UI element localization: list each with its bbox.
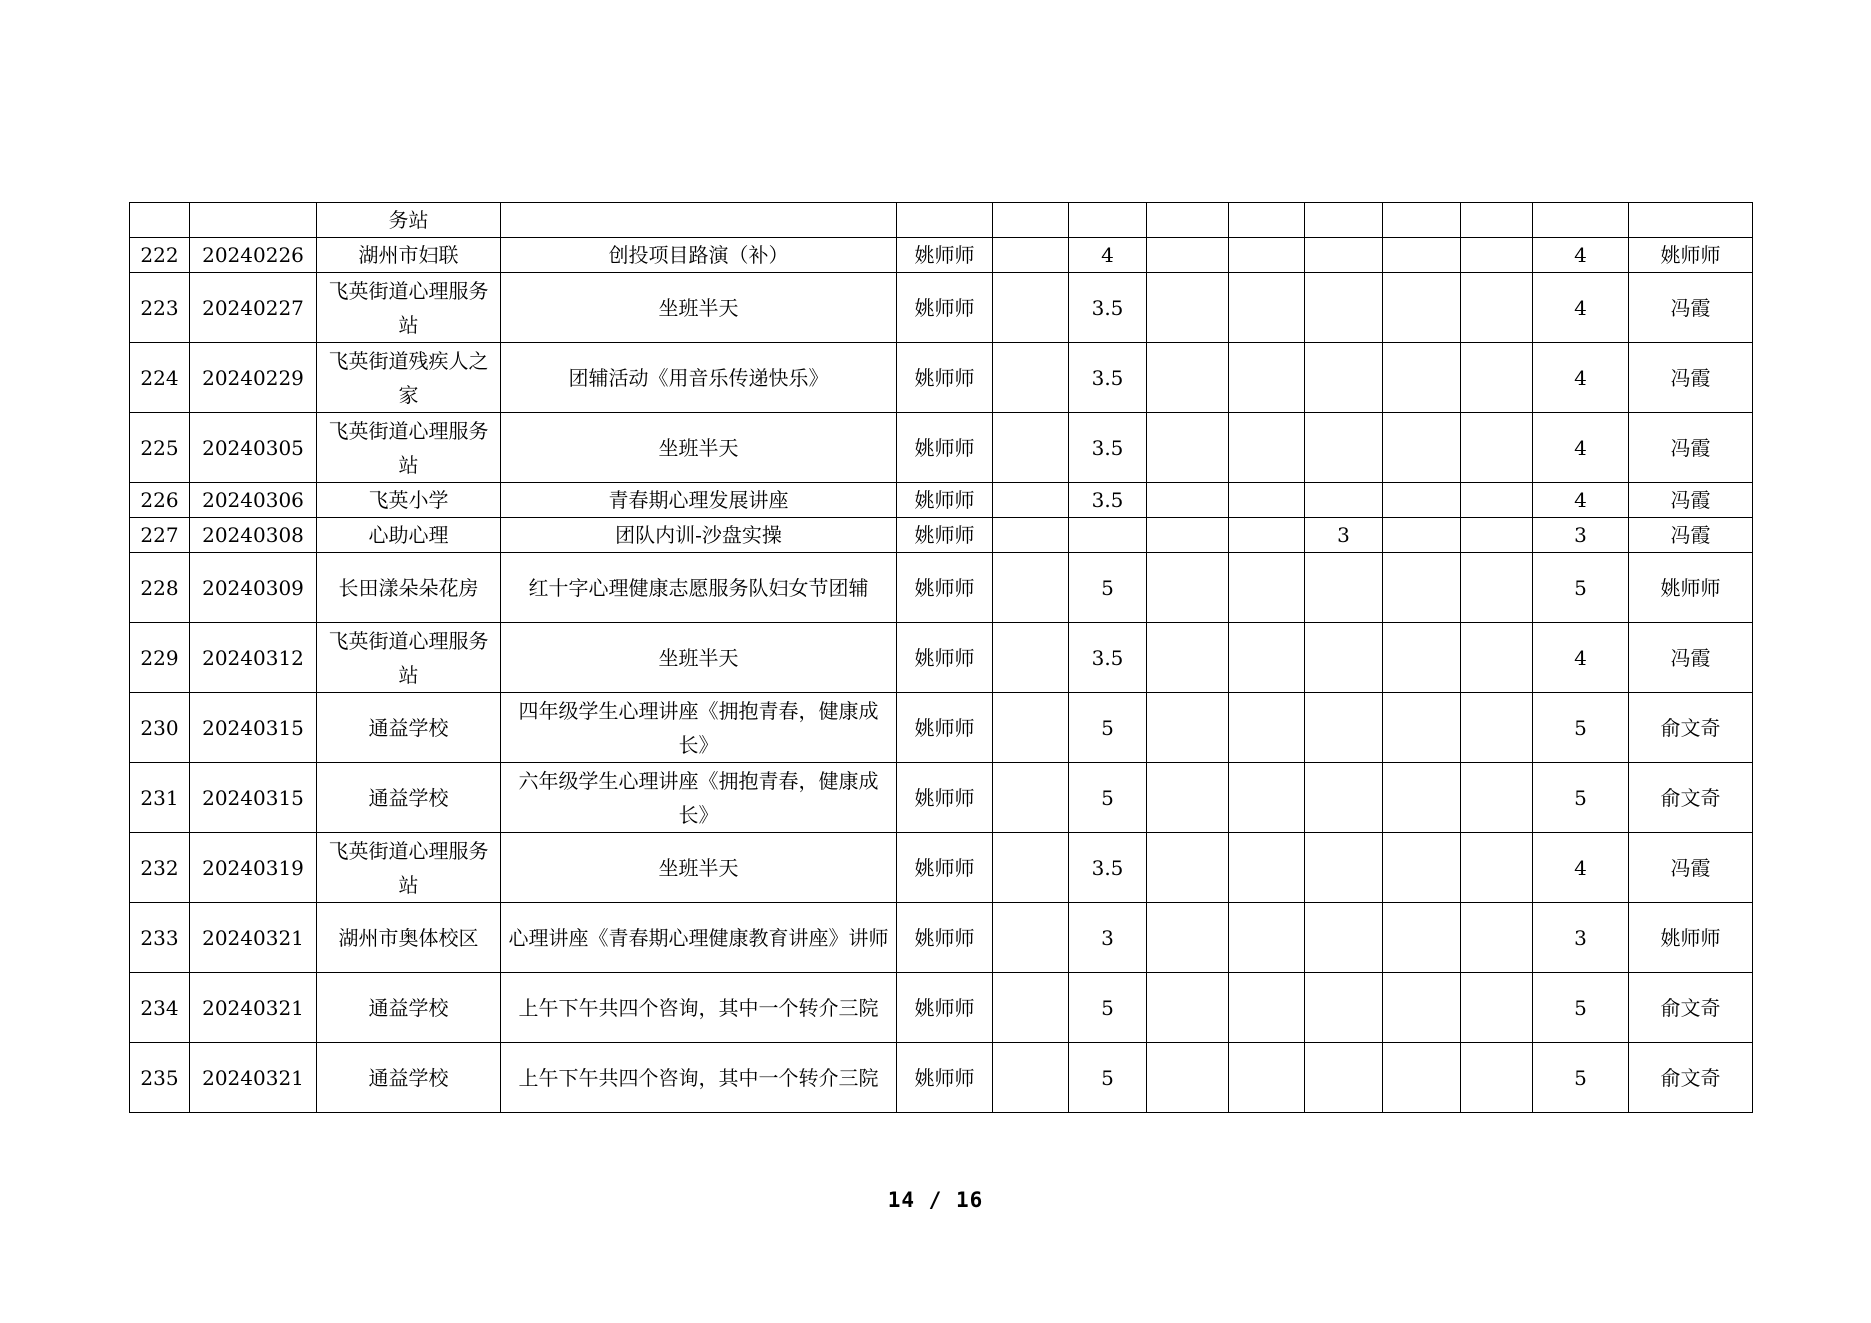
cell-col6 bbox=[993, 1043, 1069, 1113]
cell-col7: 3.5 bbox=[1069, 483, 1147, 518]
table-body bbox=[130, 203, 1753, 1113]
cell-date: 20240319 bbox=[190, 833, 317, 903]
table-row bbox=[130, 763, 1753, 833]
cell-date: 20240227 bbox=[190, 273, 317, 343]
cell-date: 20240315 bbox=[190, 763, 317, 833]
cell-col11 bbox=[1383, 273, 1461, 343]
cell-col11 bbox=[1383, 343, 1461, 413]
cell-activity: 坐班半天 bbox=[501, 273, 897, 343]
cell-col9 bbox=[1229, 973, 1305, 1043]
table-row bbox=[130, 903, 1753, 973]
cell-col14: 姚师师 bbox=[1629, 238, 1753, 273]
cell-number: 234 bbox=[130, 973, 190, 1043]
cell-col9 bbox=[1229, 273, 1305, 343]
cell-col14: 俞文奇 bbox=[1629, 693, 1753, 763]
cell-date: 20240321 bbox=[190, 973, 317, 1043]
cell-person: 姚师师 bbox=[897, 553, 993, 623]
cell-col7: 5 bbox=[1069, 763, 1147, 833]
cell-number: 224 bbox=[130, 343, 190, 413]
cell-col14: 冯霞 bbox=[1629, 518, 1753, 553]
cell-number: 228 bbox=[130, 553, 190, 623]
cell-person: 姚师师 bbox=[897, 413, 993, 483]
cell-col10: 3 bbox=[1305, 518, 1383, 553]
cell-place: 飞英街道心理服务站 bbox=[317, 833, 501, 903]
cell-col11 bbox=[1383, 518, 1461, 553]
cell-person: 姚师师 bbox=[897, 238, 993, 273]
cell-date: 20240308 bbox=[190, 518, 317, 553]
cell-place: 通益学校 bbox=[317, 693, 501, 763]
cell-activity: 坐班半天 bbox=[501, 623, 897, 693]
cell-col6 bbox=[993, 483, 1069, 518]
cell-col10 bbox=[1305, 973, 1383, 1043]
cell-col13: 5 bbox=[1533, 693, 1629, 763]
cell-col12 bbox=[1461, 623, 1533, 693]
cell-col10 bbox=[1305, 833, 1383, 903]
cell-col13: 4 bbox=[1533, 343, 1629, 413]
table-row bbox=[130, 693, 1753, 763]
cell-col11 bbox=[1383, 483, 1461, 518]
table-row bbox=[130, 413, 1753, 483]
cell-col10 bbox=[1305, 623, 1383, 693]
page-number: 14 / 16 bbox=[887, 1188, 984, 1212]
cell-place: 务站 bbox=[317, 203, 501, 238]
cell-col13: 5 bbox=[1533, 553, 1629, 623]
cell-col12 bbox=[1461, 483, 1533, 518]
cell-col12 bbox=[1461, 903, 1533, 973]
cell-place: 长田漾朵朵花房 bbox=[317, 553, 501, 623]
cell-col8 bbox=[1147, 238, 1229, 273]
cell-activity: 团辅活动《用音乐传递快乐》 bbox=[501, 343, 897, 413]
cell-col7: 3.5 bbox=[1069, 273, 1147, 343]
cell-col7: 5 bbox=[1069, 553, 1147, 623]
cell-place: 飞英街道残疾人之家 bbox=[317, 343, 501, 413]
cell-col7: 3 bbox=[1069, 903, 1147, 973]
cell-col6 bbox=[993, 343, 1069, 413]
cell-number: 233 bbox=[130, 903, 190, 973]
cell-col11 bbox=[1383, 413, 1461, 483]
cell-col6 bbox=[993, 518, 1069, 553]
cell-person: 姚师师 bbox=[897, 518, 993, 553]
cell-col8 bbox=[1147, 343, 1229, 413]
cell-place: 飞英街道心理服务站 bbox=[317, 413, 501, 483]
cell-col8 bbox=[1147, 553, 1229, 623]
table-row bbox=[130, 973, 1753, 1043]
cell-col9 bbox=[1229, 903, 1305, 973]
cell-col14: 俞文奇 bbox=[1629, 1043, 1753, 1113]
cell-number: 230 bbox=[130, 693, 190, 763]
cell-number: 231 bbox=[130, 763, 190, 833]
cell-col12 bbox=[1461, 1043, 1533, 1113]
cell-col9 bbox=[1229, 413, 1305, 483]
cell-person: 姚师师 bbox=[897, 343, 993, 413]
cell-col14: 俞文奇 bbox=[1629, 763, 1753, 833]
cell-col10 bbox=[1305, 693, 1383, 763]
cell-person: 姚师师 bbox=[897, 273, 993, 343]
cell-col11 bbox=[1383, 1043, 1461, 1113]
cell-col10 bbox=[1305, 413, 1383, 483]
cell-place: 通益学校 bbox=[317, 763, 501, 833]
table-row bbox=[130, 833, 1753, 903]
cell-number: 227 bbox=[130, 518, 190, 553]
cell-col8 bbox=[1147, 483, 1229, 518]
cell-col9 bbox=[1229, 623, 1305, 693]
cell-col14: 冯霞 bbox=[1629, 413, 1753, 483]
cell-col10 bbox=[1305, 553, 1383, 623]
cell-date: 20240321 bbox=[190, 1043, 317, 1113]
cell-col6 bbox=[993, 833, 1069, 903]
cell-activity: 六年级学生心理讲座《拥抱青春，健康成长》 bbox=[501, 763, 897, 833]
cell-place: 通益学校 bbox=[317, 973, 501, 1043]
cell-number: 222 bbox=[130, 238, 190, 273]
cell-col13: 5 bbox=[1533, 1043, 1629, 1113]
cell-activity: 坐班半天 bbox=[501, 413, 897, 483]
cell-person: 姚师师 bbox=[897, 903, 993, 973]
cell-col6 bbox=[993, 903, 1069, 973]
cell-col9 bbox=[1229, 238, 1305, 273]
cell-col13: 4 bbox=[1533, 273, 1629, 343]
cell-col9 bbox=[1229, 203, 1305, 238]
cell-person: 姚师师 bbox=[897, 623, 993, 693]
cell-place: 通益学校 bbox=[317, 1043, 501, 1113]
cell-col6 bbox=[993, 203, 1069, 238]
cell-col13: 4 bbox=[1533, 413, 1629, 483]
cell-col12 bbox=[1461, 973, 1533, 1043]
cell-col11 bbox=[1383, 833, 1461, 903]
cell-col7: 3.5 bbox=[1069, 343, 1147, 413]
cell-col8 bbox=[1147, 623, 1229, 693]
cell-person: 姚师师 bbox=[897, 833, 993, 903]
cell-col7: 3.5 bbox=[1069, 833, 1147, 903]
cell-col8 bbox=[1147, 693, 1229, 763]
cell-col14: 俞文奇 bbox=[1629, 973, 1753, 1043]
cell-col14: 冯霞 bbox=[1629, 343, 1753, 413]
activity-log-table bbox=[129, 202, 1753, 1113]
cell-col13: 4 bbox=[1533, 238, 1629, 273]
cell-activity: 坐班半天 bbox=[501, 833, 897, 903]
cell-col9 bbox=[1229, 343, 1305, 413]
cell-col11 bbox=[1383, 903, 1461, 973]
cell-date: 20240309 bbox=[190, 553, 317, 623]
cell-col13: 4 bbox=[1533, 623, 1629, 693]
table-row bbox=[130, 343, 1753, 413]
cell-activity: 上午下午共四个咨询，其中一个转介三院 bbox=[501, 1043, 897, 1113]
cell-number: 226 bbox=[130, 483, 190, 518]
cell-activity: 上午下午共四个咨询，其中一个转介三院 bbox=[501, 973, 897, 1043]
cell-col12 bbox=[1461, 238, 1533, 273]
cell-date bbox=[190, 203, 317, 238]
cell-number: 223 bbox=[130, 273, 190, 343]
cell-col9 bbox=[1229, 763, 1305, 833]
cell-col13: 5 bbox=[1533, 973, 1629, 1043]
cell-col8 bbox=[1147, 903, 1229, 973]
cell-col8 bbox=[1147, 273, 1229, 343]
cell-col8 bbox=[1147, 203, 1229, 238]
cell-date: 20240315 bbox=[190, 693, 317, 763]
cell-place: 飞英街道心理服务站 bbox=[317, 273, 501, 343]
table-row bbox=[130, 273, 1753, 343]
cell-col12 bbox=[1461, 203, 1533, 238]
table-row bbox=[130, 553, 1753, 623]
cell-activity: 红十字心理健康志愿服务队妇女节团辅 bbox=[501, 553, 897, 623]
cell-col13 bbox=[1533, 203, 1629, 238]
cell-col11 bbox=[1383, 623, 1461, 693]
cell-number: 225 bbox=[130, 413, 190, 483]
cell-place: 飞英街道心理服务站 bbox=[317, 623, 501, 693]
cell-number bbox=[130, 203, 190, 238]
cell-col7: 4 bbox=[1069, 238, 1147, 273]
cell-col8 bbox=[1147, 1043, 1229, 1113]
cell-col10 bbox=[1305, 203, 1383, 238]
cell-col6 bbox=[993, 413, 1069, 483]
cell-col10 bbox=[1305, 763, 1383, 833]
cell-col10 bbox=[1305, 1043, 1383, 1113]
cell-place: 湖州市妇联 bbox=[317, 238, 501, 273]
cell-person: 姚师师 bbox=[897, 483, 993, 518]
cell-col14: 姚师师 bbox=[1629, 553, 1753, 623]
cell-person: 姚师师 bbox=[897, 763, 993, 833]
cell-col13: 5 bbox=[1533, 763, 1629, 833]
cell-col13: 4 bbox=[1533, 483, 1629, 518]
cell-col10 bbox=[1305, 483, 1383, 518]
cell-col13: 3 bbox=[1533, 518, 1629, 553]
cell-col9 bbox=[1229, 518, 1305, 553]
cell-activity: 心理讲座《青春期心理健康教育讲座》讲师 bbox=[501, 903, 897, 973]
cell-activity: 四年级学生心理讲座《拥抱青春，健康成长》 bbox=[501, 693, 897, 763]
cell-place: 湖州市奥体校区 bbox=[317, 903, 501, 973]
cell-col11 bbox=[1383, 973, 1461, 1043]
cell-col6 bbox=[993, 623, 1069, 693]
cell-col9 bbox=[1229, 833, 1305, 903]
cell-date: 20240321 bbox=[190, 903, 317, 973]
cell-col14: 冯霞 bbox=[1629, 833, 1753, 903]
cell-col10 bbox=[1305, 238, 1383, 273]
table-row bbox=[130, 518, 1753, 553]
cell-col6 bbox=[993, 693, 1069, 763]
cell-col14: 冯霞 bbox=[1629, 273, 1753, 343]
cell-number: 232 bbox=[130, 833, 190, 903]
cell-col7 bbox=[1069, 518, 1147, 553]
cell-col14: 冯霞 bbox=[1629, 483, 1753, 518]
table-row bbox=[130, 623, 1753, 693]
cell-col8 bbox=[1147, 763, 1229, 833]
cell-col6 bbox=[993, 553, 1069, 623]
cell-col6 bbox=[993, 973, 1069, 1043]
cell-col14: 冯霞 bbox=[1629, 623, 1753, 693]
cell-date: 20240229 bbox=[190, 343, 317, 413]
table-row bbox=[130, 238, 1753, 273]
cell-col12 bbox=[1461, 833, 1533, 903]
cell-col14 bbox=[1629, 203, 1753, 238]
cell-col6 bbox=[993, 273, 1069, 343]
cell-col8 bbox=[1147, 833, 1229, 903]
cell-col9 bbox=[1229, 483, 1305, 518]
cell-col11 bbox=[1383, 693, 1461, 763]
cell-col13: 4 bbox=[1533, 833, 1629, 903]
cell-col7 bbox=[1069, 203, 1147, 238]
cell-date: 20240306 bbox=[190, 483, 317, 518]
cell-col9 bbox=[1229, 1043, 1305, 1113]
cell-activity: 青春期心理发展讲座 bbox=[501, 483, 897, 518]
cell-col12 bbox=[1461, 518, 1533, 553]
cell-col9 bbox=[1229, 693, 1305, 763]
cell-col10 bbox=[1305, 273, 1383, 343]
cell-col8 bbox=[1147, 518, 1229, 553]
cell-col11 bbox=[1383, 553, 1461, 623]
cell-person bbox=[897, 203, 993, 238]
cell-col6 bbox=[993, 763, 1069, 833]
cell-col11 bbox=[1383, 238, 1461, 273]
cell-col9 bbox=[1229, 553, 1305, 623]
cell-date: 20240226 bbox=[190, 238, 317, 273]
cell-col11 bbox=[1383, 203, 1461, 238]
cell-number: 235 bbox=[130, 1043, 190, 1113]
cell-col7: 5 bbox=[1069, 1043, 1147, 1113]
cell-col8 bbox=[1147, 973, 1229, 1043]
table-row bbox=[130, 203, 1753, 238]
cell-col7: 5 bbox=[1069, 693, 1147, 763]
cell-activity: 创投项目路演（补） bbox=[501, 238, 897, 273]
cell-col13: 3 bbox=[1533, 903, 1629, 973]
cell-col8 bbox=[1147, 413, 1229, 483]
table-row bbox=[130, 1043, 1753, 1113]
cell-person: 姚师师 bbox=[897, 693, 993, 763]
cell-col10 bbox=[1305, 903, 1383, 973]
cell-activity: 团队内训-沙盘实操 bbox=[501, 518, 897, 553]
cell-col12 bbox=[1461, 553, 1533, 623]
cell-col12 bbox=[1461, 343, 1533, 413]
cell-col10 bbox=[1305, 343, 1383, 413]
cell-col7: 3.5 bbox=[1069, 413, 1147, 483]
cell-col12 bbox=[1461, 413, 1533, 483]
cell-col14: 姚师师 bbox=[1629, 903, 1753, 973]
cell-place: 飞英小学 bbox=[317, 483, 501, 518]
cell-col12 bbox=[1461, 693, 1533, 763]
cell-number: 229 bbox=[130, 623, 190, 693]
cell-date: 20240305 bbox=[190, 413, 317, 483]
cell-col6 bbox=[993, 238, 1069, 273]
cell-place: 心助心理 bbox=[317, 518, 501, 553]
cell-activity bbox=[501, 203, 897, 238]
cell-col11 bbox=[1383, 763, 1461, 833]
table-row bbox=[130, 483, 1753, 518]
cell-col7: 5 bbox=[1069, 973, 1147, 1043]
cell-person: 姚师师 bbox=[897, 973, 993, 1043]
cell-col12 bbox=[1461, 273, 1533, 343]
cell-col12 bbox=[1461, 763, 1533, 833]
cell-col7: 3.5 bbox=[1069, 623, 1147, 693]
cell-date: 20240312 bbox=[190, 623, 317, 693]
cell-person: 姚师师 bbox=[897, 1043, 993, 1113]
